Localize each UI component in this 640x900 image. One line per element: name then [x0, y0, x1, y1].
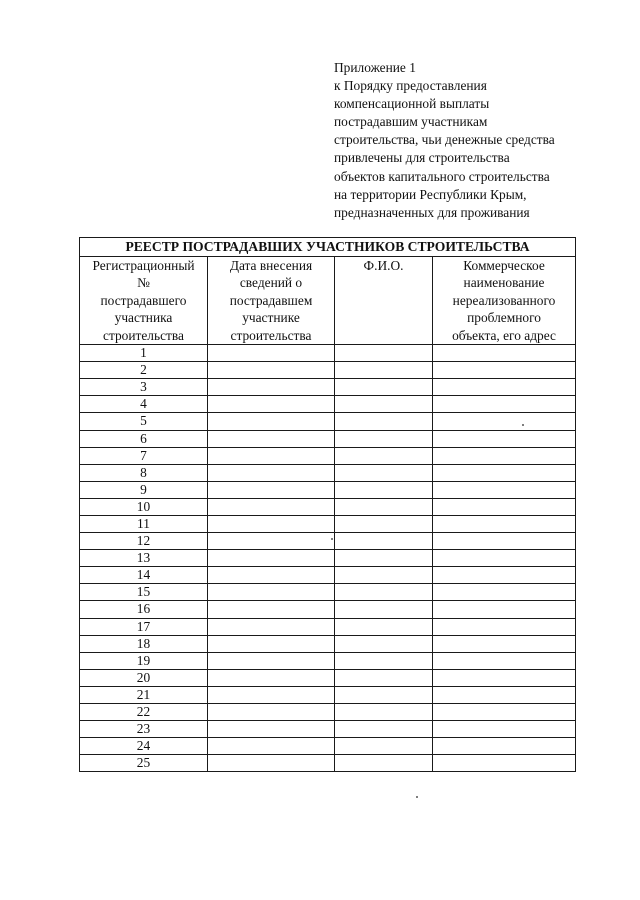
object-cell: [433, 498, 576, 515]
column-header-line: Регистрационный: [92, 258, 195, 273]
table-row: [80, 652, 576, 669]
appendix-line: предназначенных для проживания: [334, 204, 530, 220]
full-name-cell: [335, 464, 433, 481]
table-row: [80, 584, 576, 601]
entry-date-cell: [208, 721, 335, 738]
full-name-cell: [335, 652, 433, 669]
full-name-cell: [335, 669, 433, 686]
entry-date-cell: [208, 515, 335, 532]
row-number-cell: 3: [80, 379, 208, 396]
table-row: [80, 704, 576, 721]
entry-date-cell: [208, 567, 335, 584]
column-header-line: объекта, его адрес: [452, 327, 556, 343]
table-row: [80, 447, 576, 464]
table-row: [80, 618, 576, 635]
full-name-cell: [335, 447, 433, 464]
entry-date-cell: [208, 345, 335, 362]
full-name-cell: [335, 755, 433, 772]
table-row: [80, 396, 576, 413]
object-cell: [433, 550, 576, 567]
row-number-cell: 8: [80, 464, 208, 481]
full-name-cell: [335, 550, 433, 567]
row-number-cell: 12: [80, 533, 208, 550]
appendix-line: компенсационной выплаты: [334, 96, 490, 112]
entry-date-cell: [208, 686, 335, 703]
object-cell: [433, 396, 576, 413]
full-name-cell: [335, 515, 433, 532]
row-number-cell: 9: [80, 481, 208, 498]
row-number-cell: 14: [80, 567, 208, 584]
registry-title: РЕЕСТР ПОСТРАДАВШИХ УЧАСТНИКОВ СТРОИТЕЛЬСТВА: [80, 238, 576, 257]
object-cell: [433, 464, 576, 481]
column-header-line: Ф.И.О.: [363, 258, 404, 273]
table-row: [80, 362, 576, 379]
row-number-cell: 5: [80, 413, 208, 430]
column-header-line: пострадавшего: [100, 292, 187, 308]
entry-date-cell: [208, 379, 335, 396]
entry-date-cell: [208, 652, 335, 669]
row-number-cell: 15: [80, 584, 208, 601]
table-row: [80, 635, 576, 652]
table-row: [80, 550, 576, 567]
column-header-line: участника: [114, 310, 173, 326]
full-name-cell: [335, 584, 433, 601]
row-number-cell: 11: [80, 515, 208, 532]
table-row: [80, 686, 576, 703]
row-number-cell: 23: [80, 721, 208, 738]
entry-date-cell: [208, 755, 335, 772]
appendix-line: Приложение 1: [334, 60, 416, 75]
object-cell: [433, 635, 576, 652]
row-number-cell: 22: [80, 704, 208, 721]
registry-body: [80, 345, 576, 772]
object-cell: [433, 738, 576, 755]
object-cell: [433, 584, 576, 601]
column-header-line: Дата внесения: [229, 258, 313, 273]
appendix-header: [334, 59, 624, 222]
column-header-full-name: [335, 257, 433, 345]
table-row: [80, 464, 576, 481]
table-row: [80, 515, 576, 532]
entry-date-cell: [208, 464, 335, 481]
object-cell: [433, 481, 576, 498]
full-name-cell: [335, 413, 433, 430]
entry-date-cell: [208, 550, 335, 567]
row-number-cell: 16: [80, 601, 208, 618]
table-row: [80, 481, 576, 498]
entry-date-cell: [208, 396, 335, 413]
object-cell: [433, 669, 576, 686]
entry-date-cell: [208, 498, 335, 515]
table-row: [80, 669, 576, 686]
appendix-line: к Порядку предоставления: [334, 78, 487, 94]
entry-date-cell: [208, 601, 335, 618]
scan-speck: [331, 538, 333, 540]
full-name-cell: [335, 601, 433, 618]
scan-speck: [522, 424, 524, 426]
registry-table: [79, 237, 576, 772]
scan-speck: [416, 796, 418, 798]
row-number-cell: 4: [80, 396, 208, 413]
column-header-line: пострадавшем: [229, 292, 313, 308]
table-row: [80, 721, 576, 738]
entry-date-cell: [208, 447, 335, 464]
full-name-cell: [335, 533, 433, 550]
object-cell: [433, 430, 576, 447]
column-header-line: Коммерческое: [463, 258, 545, 273]
table-row: [80, 413, 576, 430]
table-row: [80, 738, 576, 755]
object-cell: [433, 686, 576, 703]
row-number-cell: 20: [80, 669, 208, 686]
appendix-line: на территории Республики Крым,: [334, 186, 527, 202]
row-number-cell: 7: [80, 447, 208, 464]
object-cell: [433, 755, 576, 772]
table-row: [80, 567, 576, 584]
object-cell: [433, 567, 576, 584]
object-cell: [433, 533, 576, 550]
column-header-entry-date: [208, 257, 335, 345]
entry-date-cell: [208, 362, 335, 379]
full-name-cell: [335, 345, 433, 362]
row-number-cell: 19: [80, 652, 208, 669]
table-row: [80, 379, 576, 396]
table-row: [80, 601, 576, 618]
row-number-cell: 6: [80, 430, 208, 447]
object-cell: [433, 601, 576, 618]
entry-date-cell: [208, 635, 335, 652]
column-header-line: №: [137, 275, 150, 291]
object-cell: [433, 362, 576, 379]
entry-date-cell: [208, 430, 335, 447]
row-number-cell: 10: [80, 498, 208, 515]
full-name-cell: [335, 686, 433, 703]
entry-date-cell: [208, 738, 335, 755]
object-cell: [433, 447, 576, 464]
row-number-cell: 18: [80, 635, 208, 652]
full-name-cell: [335, 567, 433, 584]
full-name-cell: [335, 704, 433, 721]
row-number-cell: 2: [80, 362, 208, 379]
object-cell: [433, 345, 576, 362]
table-row: [80, 345, 576, 362]
row-number-cell: 13: [80, 550, 208, 567]
appendix-line: объектов капитального строительства: [334, 168, 550, 184]
appendix-line: привлечены для строительства: [334, 150, 510, 166]
column-header-line: участнике: [242, 310, 300, 326]
column-header-line: строительства: [230, 327, 312, 343]
full-name-cell: [335, 362, 433, 379]
row-number-cell: 25: [80, 755, 208, 772]
column-header-line: проблемного: [467, 310, 541, 326]
entry-date-cell: [208, 584, 335, 601]
column-header-line: сведений о: [239, 275, 303, 291]
column-header-object: [433, 257, 576, 345]
appendix-line: пострадавшим участникам: [334, 114, 488, 130]
full-name-cell: [335, 396, 433, 413]
table-row: [80, 533, 576, 550]
entry-date-cell: [208, 413, 335, 430]
full-name-cell: [335, 430, 433, 447]
row-number-cell: 24: [80, 738, 208, 755]
table-row: [80, 498, 576, 515]
column-header-reg-number: [80, 257, 208, 345]
entry-date-cell: [208, 704, 335, 721]
object-cell: [433, 618, 576, 635]
entry-date-cell: [208, 669, 335, 686]
object-cell: [433, 413, 576, 430]
full-name-cell: [335, 721, 433, 738]
table-row: [80, 430, 576, 447]
entry-date-cell: [208, 618, 335, 635]
object-cell: [433, 721, 576, 738]
row-number-cell: 21: [80, 686, 208, 703]
object-cell: [433, 652, 576, 669]
full-name-cell: [335, 635, 433, 652]
column-header-line: нереализованного: [452, 292, 556, 308]
full-name-cell: [335, 379, 433, 396]
entry-date-cell: [208, 533, 335, 550]
full-name-cell: [335, 481, 433, 498]
row-number-cell: 17: [80, 618, 208, 635]
full-name-cell: [335, 618, 433, 635]
object-cell: [433, 515, 576, 532]
row-number-cell: 1: [80, 345, 208, 362]
full-name-cell: [335, 498, 433, 515]
column-header-line: наименование: [463, 275, 545, 291]
appendix-line: строительства, чьи денежные средства: [334, 132, 555, 148]
table-row: [80, 755, 576, 772]
entry-date-cell: [208, 481, 335, 498]
object-cell: [433, 704, 576, 721]
object-cell: [433, 379, 576, 396]
column-header-line: строительства: [103, 327, 184, 343]
full-name-cell: [335, 738, 433, 755]
